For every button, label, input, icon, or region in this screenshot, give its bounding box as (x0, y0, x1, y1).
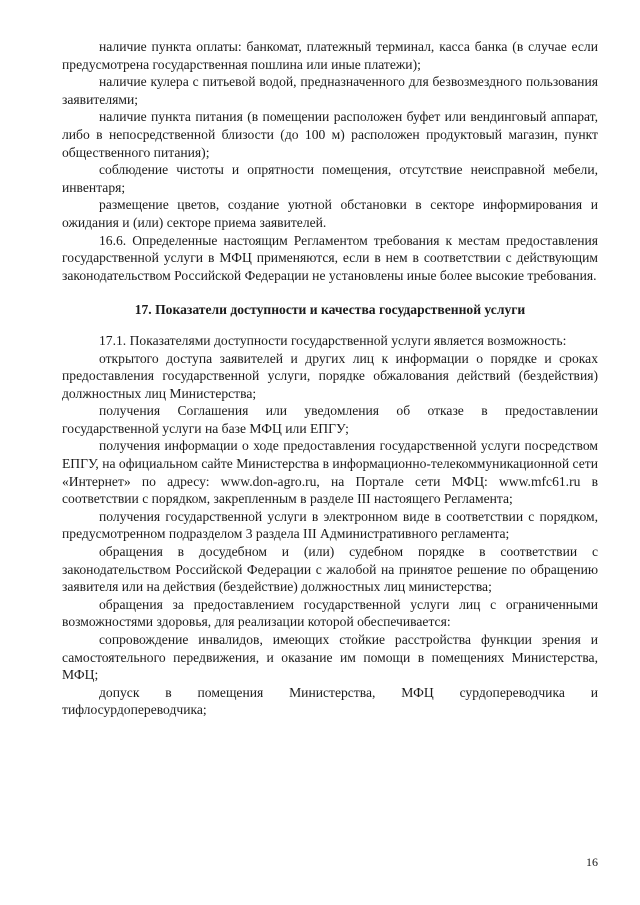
paragraph: получения государственной услуги в электронном виде в соответствии с порядком, предусмотренном подразделом 3 раздела III Административного регламента; (62, 508, 598, 542)
page-number: 16 (586, 855, 598, 869)
paragraph: 17.1. Показателями доступности государственной услуги является возможность: (99, 332, 567, 348)
paragraph: наличие пункта питания (в помещении расположен буфет или вендинговый аппарат, либо в непосредственной близости (до 100 м) расположен продуктовый магазин, пункт общественного питания); (62, 109, 598, 160)
paragraph: получения информации о ходе предоставления государственной услуги посредством ЕПГУ, на официальном сайте Министерства в информационно-телекоммуникационной сети «Интернет» по адресу: www.don-agro.ru, на Портале сети МФЦ: www.mfc61.ru в соответствии с порядком, закрепленным в разделе III настоящего Регламента; (62, 438, 598, 507)
paragraph: размещение цветов, создание уютной обстановки в секторе информирования и ожидания и (или) секторе приема заявителей. (62, 197, 598, 230)
paragraph: допуск в помещения Министерства, МФЦ сурдопереводчика и тифлосурдопереводчика; (62, 684, 598, 718)
paragraph: наличие кулера с питьевой водой, предназначенного для безвозмездного пользования заявителями; (62, 74, 598, 107)
paragraph: обращения в досудебном и (или) судебном порядке в соответствии с законодательством Российской Федерации с жалобой на принятое решение по обращению заявителя или на действия (бездействие) должностных лиц министерства; (62, 544, 598, 595)
paragraph: сопровождение инвалидов, имеющих стойкие расстройства функции зрения и самостоятельного передвижения, и оказание им помощи в помещениях Министерства, МФЦ; (62, 632, 598, 683)
paragraph: открытого доступа заявителей и других лиц к информации о порядке и сроках предоставления государственной услуги, порядке обжалования действий (бездействия) должностных лиц Министерства; (62, 350, 598, 401)
paragraph: наличие пункта оплаты: банкомат, платежный терминал, касса банка (в случае если предусмотрена государственная пошлина или иные платежи); (62, 39, 598, 72)
paragraph: получения Соглашения или уведомления об отказе в предоставлении государственной услуги на базе МФЦ или ЕПГУ; (62, 403, 598, 436)
paragraph: обращения за предоставлением государственной услуги лиц с ограниченными возможностями здоровья, для реализации которой обеспечивается: (62, 596, 598, 630)
section-heading: 17. Показатели доступности и качества государственной услуги (134, 302, 526, 318)
paragraph: 16.6. Определенные настоящим Регламентом требования к местам предоставления государственной услуги в МФЦ применяются, если в нем в соответствии с действующим законодательством Российской Федерации не установлены иные более высокие требования. (62, 232, 598, 283)
document-page (62, 38, 598, 719)
paragraph: соблюдение чистоты и опрятности помещения, отсутствие неисправной мебели, инвентаря; (62, 162, 598, 195)
